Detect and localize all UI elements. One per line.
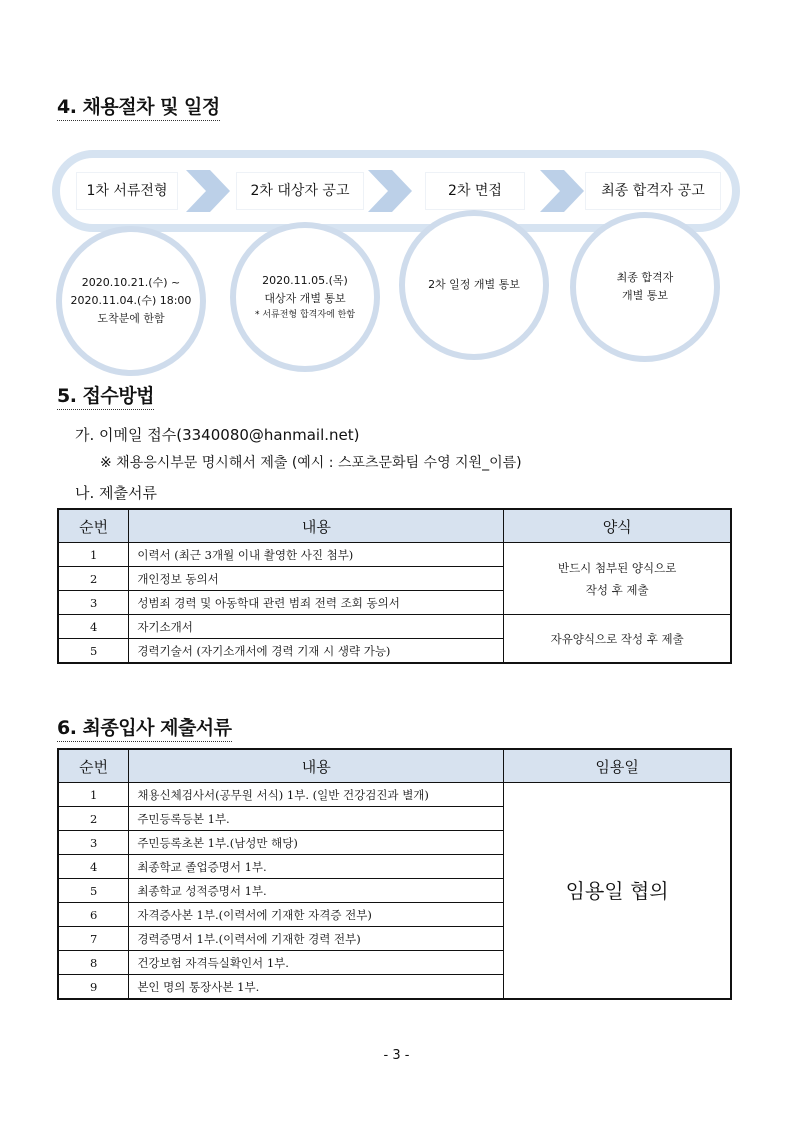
row-number: 3 xyxy=(58,831,129,855)
form-required-line-2: 작성 후 제출 xyxy=(585,582,649,597)
circle-1-line-2: 2020.11.04.(수) 18:00 xyxy=(70,294,192,307)
step-3: 2차 면접 xyxy=(425,172,525,210)
row-content: 최종학교 성적증명서 1부. xyxy=(129,879,504,903)
table-row xyxy=(58,615,731,639)
row-content: 최종학교 졸업증명서 1부. xyxy=(129,855,504,879)
section-6-title: 6. 최종입사 제출서류 xyxy=(57,713,232,742)
row-content: 이력서 (최근 3개월 이내 촬영한 사진 첨부) xyxy=(129,543,504,567)
row-content: 경력증명서 1부.(이력서에 기재한 경력 전부) xyxy=(129,927,504,951)
step-4: 최종 합격자 공고 xyxy=(585,172,721,210)
form-required xyxy=(504,543,731,615)
row-number: 9 xyxy=(58,975,129,1000)
circle-2-line-3: * 서류전형 합격자에 한함 xyxy=(254,310,356,320)
schedule-circle-4 xyxy=(570,212,720,362)
row-number: 1 xyxy=(58,543,129,567)
chevron-arrow-icon xyxy=(186,170,230,212)
final-documents-table xyxy=(57,748,732,1000)
header-appointment: 임용일 xyxy=(504,749,731,783)
header-content: 내용 xyxy=(129,509,504,543)
chevron-arrow-icon xyxy=(368,170,412,212)
row-number: 2 xyxy=(58,807,129,831)
circle-4-line-1: 최종 합격자 xyxy=(616,271,674,284)
section-4-title: 4. 채용절차 및 일정 xyxy=(57,92,220,121)
circle-2-line-1: 2020.11.05.(목) xyxy=(262,274,348,287)
header-number: 순번 xyxy=(58,509,129,543)
row-content: 경력기술서 (자기소개서에 경력 기재 시 생략 가능) xyxy=(129,639,504,664)
row-content: 주민등록등본 1부. xyxy=(129,807,504,831)
row-content: 개인정보 동의서 xyxy=(129,567,504,591)
row-number: 4 xyxy=(58,855,129,879)
circle-1-line-1: 2020.10.21.(수) ~ xyxy=(81,276,181,289)
section-5-title: 5. 접수방법 xyxy=(57,381,154,410)
appointment-date: 임용일 협의 xyxy=(504,783,731,1000)
step-2: 2차 대상자 공고 xyxy=(236,172,364,210)
circle-4-line-2: 개별 통보 xyxy=(621,289,668,302)
circle-2-line-2: 대상자 개별 통보 xyxy=(264,292,346,305)
table-header-row xyxy=(58,749,731,783)
header-form: 양식 xyxy=(504,509,731,543)
schedule-circle-1 xyxy=(56,226,206,376)
chevron-arrow-icon xyxy=(540,170,584,212)
row-number: 2 xyxy=(58,567,129,591)
header-number: 순번 xyxy=(58,749,129,783)
schedule-circle-2 xyxy=(230,222,380,372)
row-number: 4 xyxy=(58,615,129,639)
submission-note: ※ 채용응시부문 명시해서 제출 (예시 : 스포츠문화팀 수영 지원_이름) xyxy=(100,455,522,471)
form-free: 자유양식으로 작성 후 제출 xyxy=(504,615,731,664)
circle-3-line-1: 2차 일정 개별 통보 xyxy=(428,278,520,291)
row-content: 본인 명의 통장사본 1부. xyxy=(129,975,504,1000)
row-number: 5 xyxy=(58,639,129,664)
documents-heading: 나. 제출서류 xyxy=(75,484,157,502)
row-content: 자격증사본 1부.(이력서에 기재한 자격증 전부) xyxy=(129,903,504,927)
row-number: 8 xyxy=(58,951,129,975)
form-required-line-1: 반드시 첨부된 양식으로 xyxy=(557,560,677,575)
email-submission: 가. 이메일 접수(3340080@hanmail.net) xyxy=(75,426,360,444)
page-number: - 3 - xyxy=(383,1048,410,1063)
table-header-row xyxy=(58,509,731,543)
circle-1-line-3: 도착분에 한함 xyxy=(97,312,165,325)
schedule-circle-3 xyxy=(399,210,549,360)
row-number: 5 xyxy=(58,879,129,903)
row-number: 3 xyxy=(58,591,129,615)
row-content: 건강보험 자격득실확인서 1부. xyxy=(129,951,504,975)
table-row xyxy=(58,543,731,567)
row-number: 7 xyxy=(58,927,129,951)
submission-documents-table xyxy=(57,508,732,664)
row-content: 주민등록초본 1부.(남성만 해당) xyxy=(129,831,504,855)
row-content: 성범죄 경력 및 아동학대 관련 범죄 전력 조회 동의서 xyxy=(129,591,504,615)
header-content: 내용 xyxy=(129,749,504,783)
table-row xyxy=(58,783,731,807)
row-number: 1 xyxy=(58,783,129,807)
row-content: 채용신체검사서(공무원 서식) 1부. (일반 건강검진과 별개) xyxy=(129,783,504,807)
row-number: 6 xyxy=(58,903,129,927)
step-1: 1차 서류전형 xyxy=(76,172,178,210)
row-content: 자기소개서 xyxy=(129,615,504,639)
